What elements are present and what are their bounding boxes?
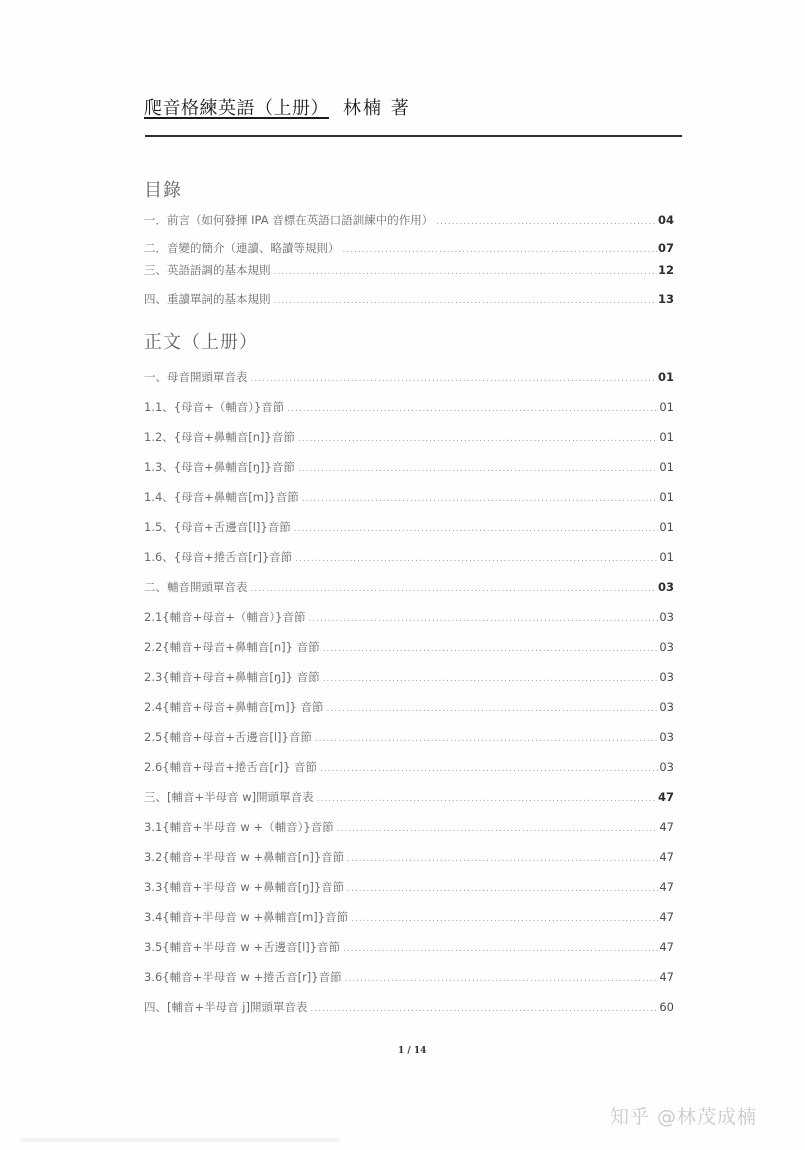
toc-entry-label: 1.1、{母音+（輔音）}音節 (144, 400, 285, 414)
toc-entry[interactable] (144, 459, 674, 477)
toc-entry[interactable] (144, 399, 674, 417)
leader-dots (308, 614, 658, 624)
toc-entry-label: 1.4、{母音+鼻輔音[m]}音節 (144, 490, 299, 504)
toc-entry-label: 1.3、{母音+鼻輔音[ŋ]}音節 (144, 460, 295, 474)
contents-heading: 目錄 (144, 180, 182, 201)
toc-entry-page: 47 (657, 790, 674, 804)
toc-entry-label: 三、[輔音+半母音 w]開頭單音表 (144, 790, 314, 804)
leader-dots (274, 267, 657, 277)
toc-entry-page: 03 (659, 640, 674, 654)
toc-entry-page: 01 (659, 460, 674, 474)
document-author: 林楠 著 (343, 98, 411, 119)
toc-entry[interactable] (144, 489, 674, 507)
toc-entry[interactable] (144, 291, 674, 309)
toc-entry-label: 二、輔音開頭單音表 (144, 580, 248, 594)
toc-entry-page: 01 (659, 550, 674, 564)
toc-entry-label: 3.2{輔音+半母音 w +鼻輔音[n]}音節 (144, 850, 345, 864)
toc-entry-label: 2.6{輔音+母音+捲舌音[r]} 音節 (144, 760, 318, 774)
toc-entry-page: 47 (659, 820, 674, 834)
toc-entry[interactable] (144, 429, 674, 447)
toc-entry-label: 1.5、{母音+舌邊音[l]}音節 (144, 520, 291, 534)
document-title: 爬音格練英語（上册） (144, 98, 329, 119)
toc-entry[interactable] (144, 849, 674, 867)
toc-entry[interactable] (144, 519, 674, 537)
toc-entry[interactable] (144, 369, 674, 387)
toc-entry-page: 01 (659, 490, 674, 504)
toc-entry[interactable] (144, 639, 674, 657)
toc-entry[interactable] (144, 789, 674, 807)
toc-entry[interactable] (144, 699, 674, 717)
header-divider (145, 135, 682, 137)
leader-dots (274, 296, 657, 306)
leader-dots (345, 974, 659, 984)
leader-dots (295, 554, 658, 564)
toc-entry-page: 47 (659, 970, 674, 984)
page-indicator: 1 / 14 (398, 1046, 427, 1056)
toc-entry-page: 01 (659, 520, 674, 534)
toc-entry-page: 47 (659, 910, 674, 924)
leader-dots (298, 434, 659, 444)
leader-dots (317, 794, 657, 804)
toc-entry-label: 3.6{輔音+半母音 w +捲舌音[r]}音節 (144, 970, 342, 984)
toc-entry-label: 2.4{輔音+母音+鼻輔音[m]} 音節 (144, 700, 324, 714)
toc-entry-page: 03 (659, 700, 674, 714)
leader-dots (343, 944, 658, 954)
toc-entry-page: 01 (659, 430, 674, 444)
toc-entry[interactable] (144, 759, 674, 777)
leader-dots (436, 217, 657, 227)
leader-dots (337, 824, 659, 834)
leader-dots (287, 404, 658, 414)
toc-entry-page: 03 (659, 610, 674, 624)
leader-dots (310, 1004, 658, 1014)
toc-entry[interactable] (144, 609, 674, 627)
toc-entry-label: 3.5{輔音+半母音 w +舌邊音[l]}音節 (144, 940, 341, 954)
toc-entry-page: 13 (657, 292, 674, 306)
toc-entry-label: 2.2{輔音+母音+鼻輔音[n]} 音節 (144, 640, 320, 654)
toc-entry-page: 03 (659, 760, 674, 774)
toc-entry[interactable] (144, 212, 674, 230)
toc-entry-page: 03 (657, 580, 674, 594)
toc-entry-page: 01 (659, 400, 674, 414)
leader-dots (343, 245, 657, 255)
toc-entry-label: 四、[輔音+半母音 j]開頭單音表 (144, 1000, 308, 1014)
toc-entry[interactable] (144, 819, 674, 837)
toc-entry-page: 01 (657, 370, 674, 384)
toc-entry-page: 47 (659, 850, 674, 864)
body-heading: 正文（上册） (144, 332, 258, 353)
toc-entry-label: 2.3{輔音+母音+鼻輔音[ŋ]} 音節 (144, 670, 320, 684)
leader-dots (347, 854, 658, 864)
toc-entry[interactable] (144, 999, 674, 1017)
leader-dots (251, 374, 657, 384)
toc-entry-page: 47 (659, 880, 674, 894)
toc-entry-page: 47 (659, 940, 674, 954)
leader-dots (298, 464, 659, 474)
toc-entry[interactable] (144, 729, 674, 747)
leader-dots (294, 524, 659, 534)
toc-entry-page: 07 (657, 241, 674, 255)
leader-dots (251, 584, 657, 594)
leader-dots (302, 494, 659, 504)
watermark: 知乎 @林茂成楠 (610, 1106, 758, 1128)
scan-shadow (20, 1138, 340, 1142)
toc-entry-label: 2.1{輔音+母音+（輔音）}音節 (144, 610, 306, 624)
leader-dots (351, 914, 658, 924)
toc-entry-page: 03 (659, 730, 674, 744)
toc-entry-page: 04 (657, 213, 674, 227)
toc-entry[interactable] (144, 939, 674, 957)
leader-dots (327, 704, 659, 714)
toc-entry-page: 03 (659, 670, 674, 684)
document-header (144, 94, 411, 122)
toc-entry[interactable] (144, 262, 674, 280)
leader-dots (315, 734, 658, 744)
leader-dots (323, 674, 659, 684)
toc-entry[interactable] (144, 969, 674, 987)
toc-entry-label: 二．音變的簡介（連讀、略讀等規則） (144, 241, 340, 255)
toc-entry[interactable] (144, 240, 674, 258)
toc-entry[interactable] (144, 549, 674, 567)
toc-entry-label: 2.5{輔音+母音+舌邊音[l]}音節 (144, 730, 312, 744)
toc-entry-label: 一、母音開頭單音表 (144, 370, 248, 384)
toc-entry-label: 四、重讀單詞的基本規則 (144, 292, 271, 306)
toc-entry-label: 一．前言（如何發揮 IPA 音標在英語口語訓練中的作用） (144, 213, 434, 227)
toc-entry-label: 3.1{輔音+半母音 w +（輔音）}音節 (144, 820, 334, 834)
leader-dots (347, 884, 658, 894)
leader-dots (320, 764, 658, 774)
toc-entry[interactable] (144, 669, 674, 687)
toc-entry-label: 三、英語語調的基本規則 (144, 263, 271, 277)
toc-entry[interactable] (144, 879, 674, 897)
toc-entry-label: 1.6、{母音+捲舌音[r]}音節 (144, 550, 293, 564)
toc-entry-label: 3.4{輔音+半母音 w +鼻輔音[m]}音節 (144, 910, 349, 924)
leader-dots (323, 644, 659, 654)
toc-entry[interactable] (144, 579, 674, 597)
toc-entry[interactable] (144, 909, 674, 927)
toc-entry-page: 60 (659, 1000, 674, 1014)
toc-entry-label: 3.3{輔音+半母音 w +鼻輔音[ŋ]}音節 (144, 880, 345, 894)
toc-entry-label: 1.2、{母音+鼻輔音[n]}音節 (144, 430, 295, 444)
toc-entry-page: 12 (657, 263, 674, 277)
